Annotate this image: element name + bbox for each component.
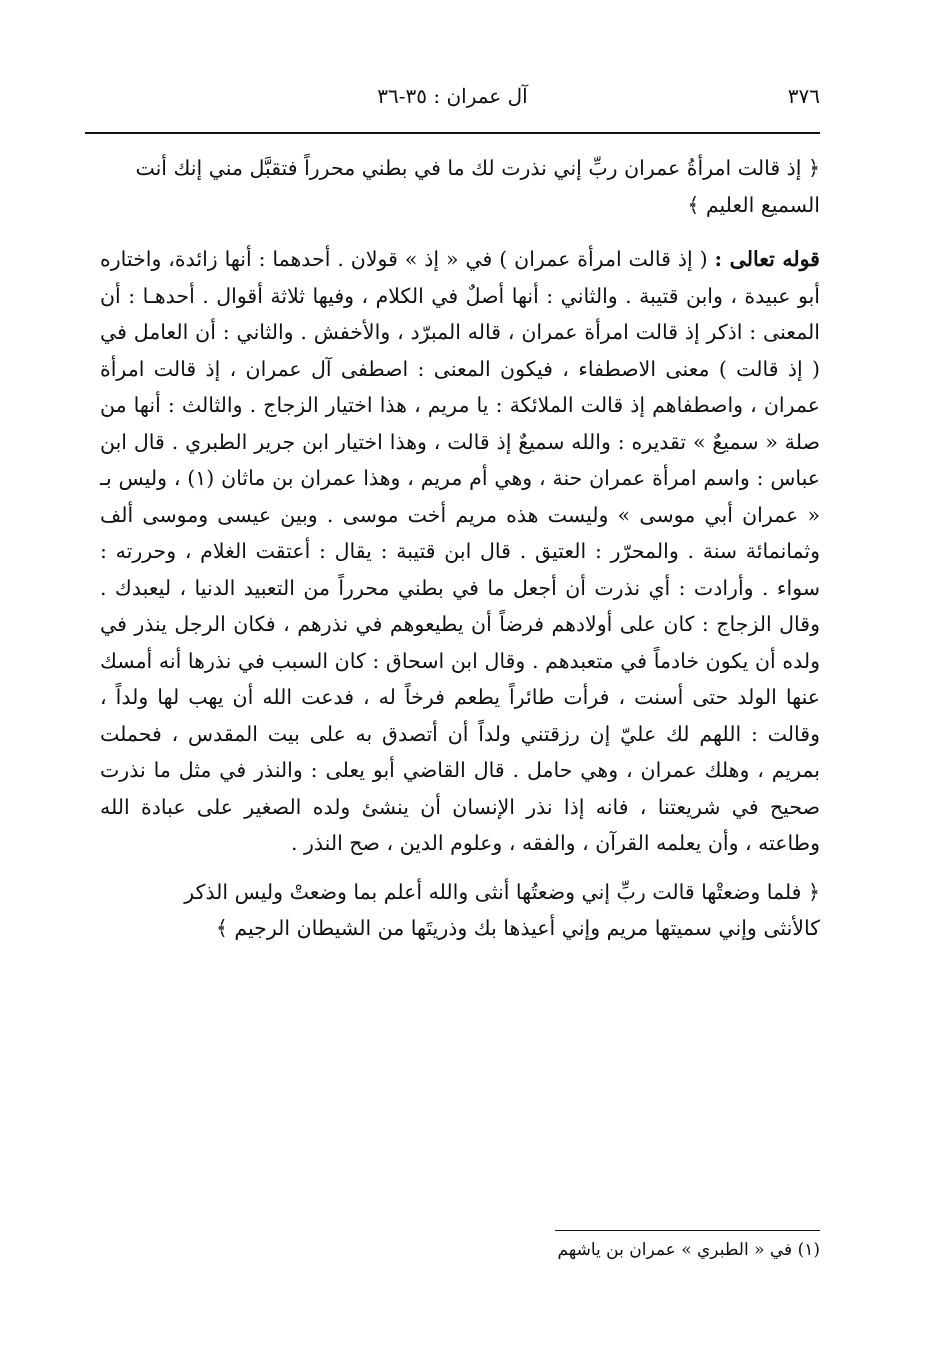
running-title: آل عمران : ٣٥-٣٦ bbox=[377, 84, 528, 108]
commentary-lead: قوله تعالى : bbox=[714, 247, 820, 271]
verse-line: ﴿ إذ قالت امرأةُ عمران ربِّ إني نذرت لك ما في بطني محرراً فتقبَّل مني إنك أنت bbox=[135, 156, 820, 180]
page-header bbox=[85, 84, 820, 120]
page-body bbox=[100, 150, 820, 947]
footnote-rule bbox=[555, 1230, 820, 1231]
verse-line: ﴿ فلما وضعتْها قالت ربِّ إني وضعتُها أنثى والله أعلم بما وضعتْ وليس الذكر bbox=[184, 879, 820, 904]
commentary-text: ( إذ قالت امرأة عمران ) في « إذ » قولان . أحدهما : أنها زائدة، واختاره أبو عبيدة ، وابن قتيبة . والثاني : أنها أصلٌ في الكلام ، وفيها ثلاثة أقوال . أحدهـا : أن المعنى : اذكر إذ قالت امرأة عمران ، قاله المبرّد ، والأخفش . والثاني : أن العامل في ( إذ قالت ) معنى الاصطفاء ، فيكون المعنى : اصطفى آل عمران ، إذ قالت امرأة عمران ، واصطفاهم إذ قالت الملائكة : يا مريم ، هذا اختيار الزجاج . والثالث : أنها من صلة « سميعٌ » تقديره : والله سميعٌ إذ قالت ، وهذا اختيار ابن جرير الطبري . قال ابن عباس : واسم امرأة عمران حنة ، وهي أم مريم ، وهذا عمران بن ماثان (١) ، وليس بـ « عمران أبي موسى » وليست هذه مريم أخت موسى . وبين عيسى وموسى ألف وثمانمائة سنة . والمحرّر : العتيق . قال ابن قتيبة : يقال : أعتقت الغلام ، وحررته : سواء . وأرادت : أي نذرت أن أجعل ما في بطني محرراً من التعبيد الدنيا ، ليعبدك . وقال الزجاج : كان على أولادهم فرضاً أن يطيعوهم في نذرهم ، فكان الرجل ينذر في ولده أن يكون خادماً في متعبدهم . وقال ابن اسحاق : كان السبب في نذرها أنه أمسك عنها الولد حتى أسنت ، فرأت طائراً يطعم فرخاً له ، فدعت الله أن يهب لها ولداً ، وقالت : اللهم لك عليّ إن رزقتني ولداً أن أتصدق به على بيت المقدس ، فحملت بمريم ، وهلك عمران ، وهي حامل . قال القاضي أبو يعلى : والنذر في مثل ما نذرت صحيح في شريعتنا ، فانه إذا نذر الإنسان أن ينشئ ولده الصغير على عبادة الله وطاعته ، وأن يعلمه القرآن ، والفقه ، وعلوم الدين ، صح النذر . bbox=[100, 247, 821, 855]
verse-line: كالأنثى وإني سميتها مريم وإني أعيذها بك وذريتَها من الشيطان الرجيم ﴾ bbox=[215, 916, 820, 940]
verse-line: السميع العليم ﴾ bbox=[687, 192, 820, 217]
page-number: ٣٧٦ bbox=[787, 84, 820, 108]
header-rule bbox=[85, 132, 820, 134]
quran-verse-35 bbox=[100, 150, 820, 223]
footnote: (١) في « الطبري » عمران بن ياشهم bbox=[557, 1240, 820, 1260]
commentary-paragraph bbox=[100, 241, 820, 862]
quran-verse-36 bbox=[100, 874, 820, 947]
